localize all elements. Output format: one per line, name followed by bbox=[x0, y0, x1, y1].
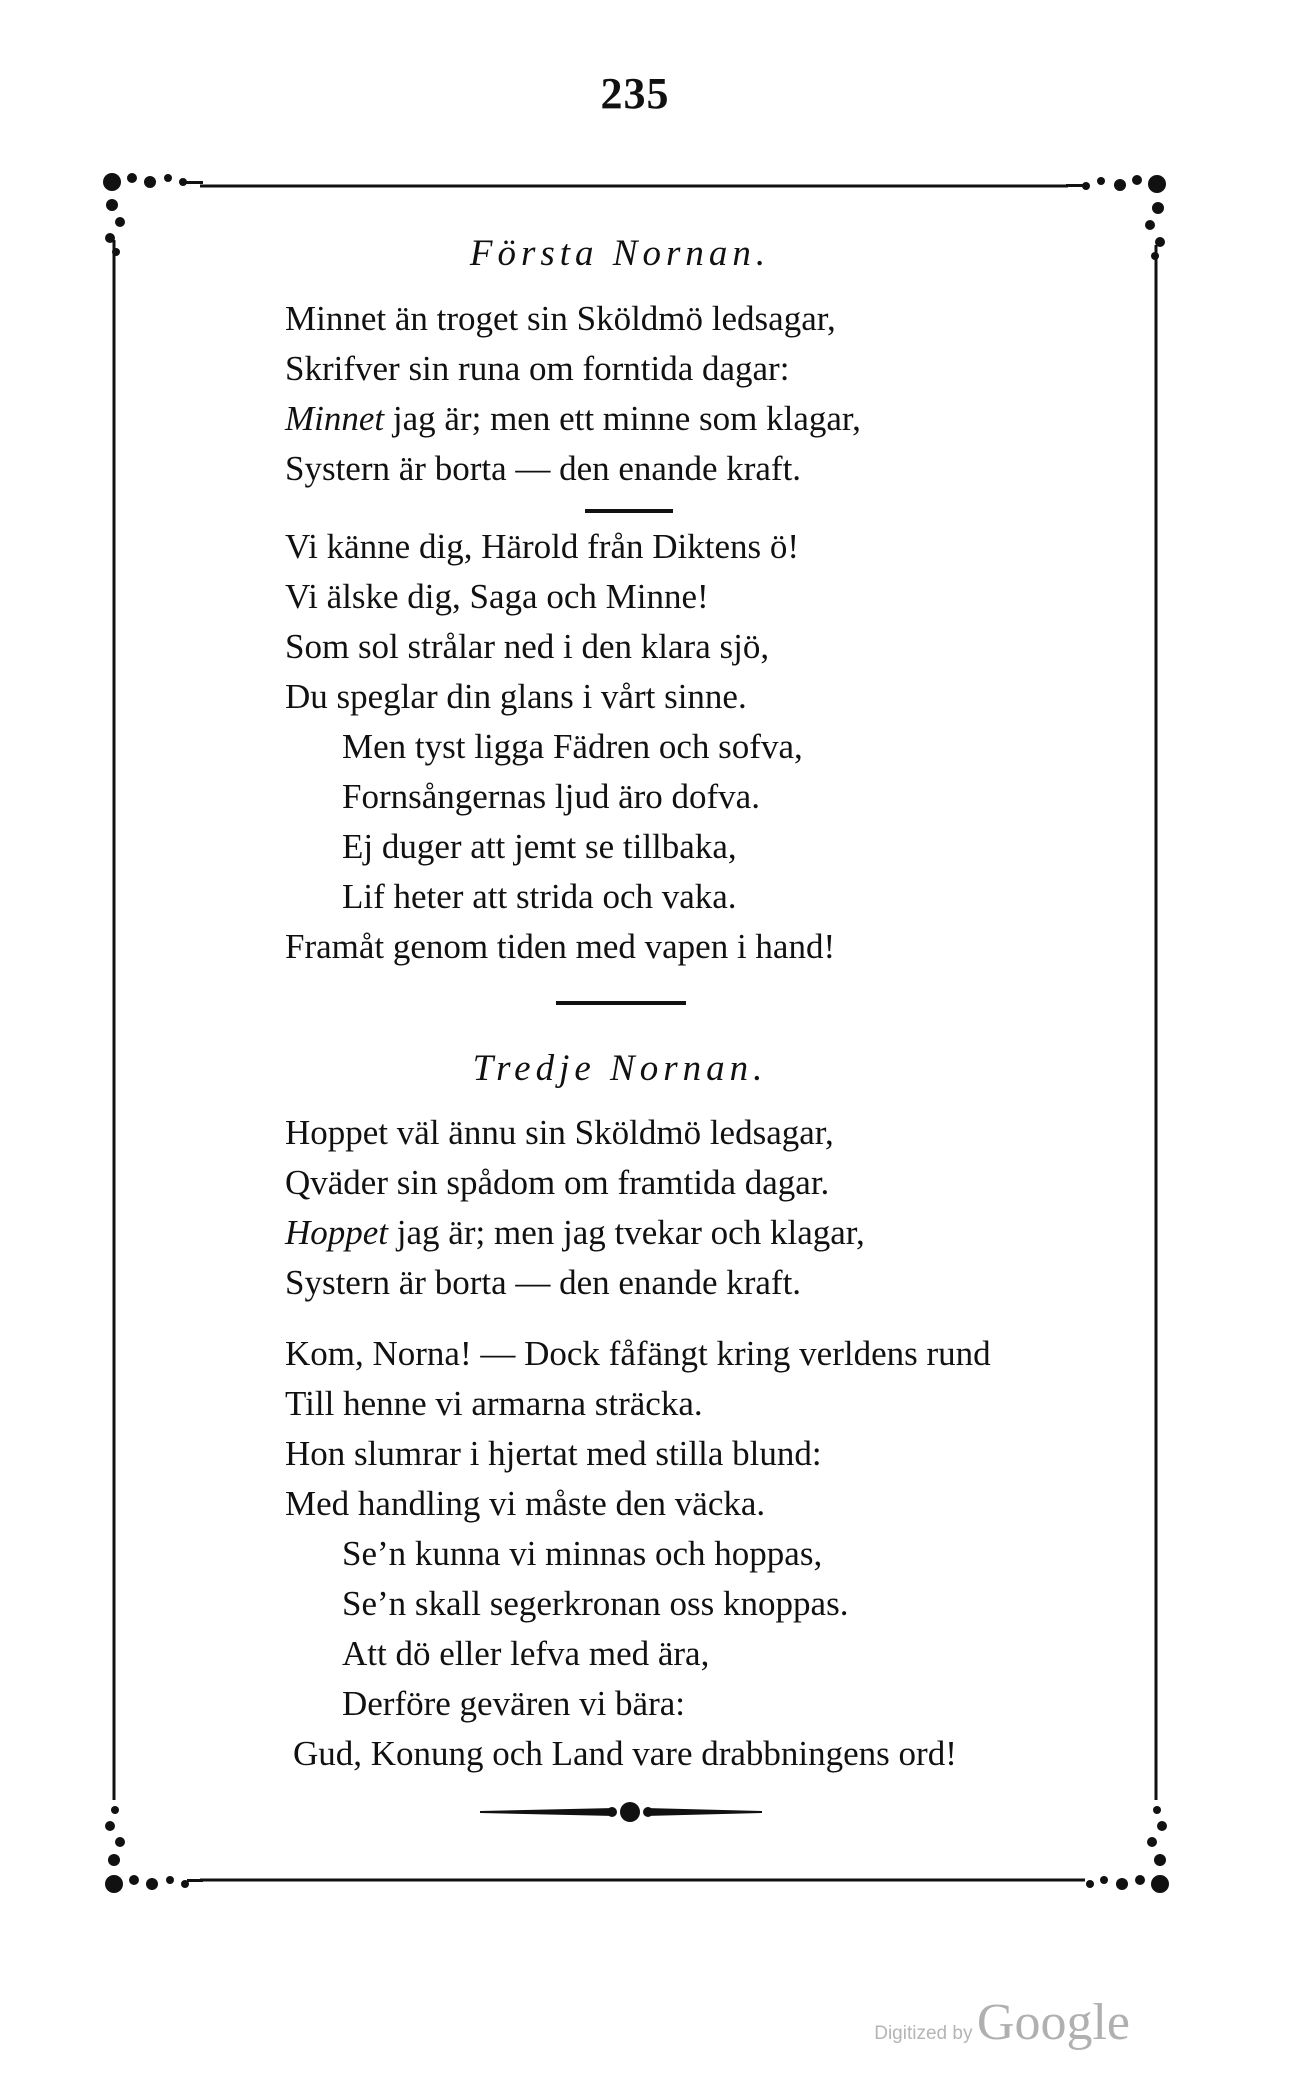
stanza bbox=[285, 294, 861, 494]
section-divider bbox=[556, 1001, 686, 1005]
verse-line: Se’n skall segerkronan oss knoppas. bbox=[342, 1584, 849, 1623]
verse-line: Systern är borta — den enande kraft. bbox=[285, 1263, 802, 1302]
verse-line: Minnet än troget sin Sköldmö ledsagar, bbox=[285, 299, 836, 338]
verse-line: Systern är borta — den enande kraft. bbox=[285, 449, 802, 488]
stanza-divider bbox=[585, 509, 673, 513]
section-heading: Första Nornan. bbox=[469, 233, 771, 274]
verse-line: Qväder sin spådom om framtida dagar. bbox=[285, 1163, 830, 1202]
verse-line: Att dö eller lefva med ära, bbox=[342, 1634, 710, 1673]
verse-line bbox=[285, 394, 861, 444]
verse-line: Du speglar din glans i vårt sinne. bbox=[285, 677, 747, 716]
digitization-watermark bbox=[874, 1993, 1130, 2052]
verse-line: Men tyst ligga Fädren och sofva, bbox=[342, 727, 803, 766]
verse-line: Vi känne dig, Härold från Diktens ö! bbox=[285, 527, 800, 566]
section-heading: Tredje Nornan. bbox=[472, 1048, 768, 1089]
stanza bbox=[285, 522, 835, 972]
verse-line: Derföre gevären vi bära: bbox=[342, 1684, 685, 1723]
verse-line: Ej duger att jemt se tillbaka, bbox=[342, 827, 737, 866]
verse-line: Lif heter att strida och vaka. bbox=[342, 877, 737, 916]
corner-ornament-bottom-left bbox=[105, 1806, 203, 1893]
verse-line-rest: jag är; men jag tvekar och klagar, bbox=[388, 1213, 865, 1252]
digitized-by-label: Digitized by bbox=[874, 2023, 973, 2044]
page-number: 235 bbox=[600, 69, 670, 118]
verse-line: Framåt genom tiden med vapen i hand! bbox=[285, 927, 836, 966]
verse-line-rest: jag är; men ett minne som klagar, bbox=[384, 399, 861, 438]
verse-line: Gud, Konung och Land vare drabbningens ord! bbox=[293, 1734, 957, 1773]
emphasized-word: Hoppet bbox=[285, 1213, 389, 1252]
verse-line: Som sol strålar ned i den klara sjö, bbox=[285, 627, 770, 666]
end-ornament bbox=[480, 1802, 762, 1822]
emphasized-word: Minnet bbox=[285, 399, 385, 438]
verse-line: Skrifver sin runa om forntida dagar: bbox=[285, 349, 790, 388]
stanza bbox=[285, 1329, 991, 1779]
corner-ornament-bottom-right bbox=[1086, 1806, 1169, 1893]
stanza bbox=[285, 1108, 865, 1308]
verse-line: Hoppet väl ännu sin Sköldmö ledsagar, bbox=[285, 1113, 834, 1152]
verse-line: Vi älske dig, Saga och Minne! bbox=[285, 577, 709, 616]
verse-line: Fornsångernas ljud äro dofva. bbox=[342, 777, 760, 816]
verse-line: Till henne vi armarna sträcka. bbox=[285, 1384, 703, 1423]
verse-line: Kom, Norna! — Dock fåfängt kring verldens rund bbox=[285, 1334, 991, 1373]
verse-line: Hon slumrar i hjertat med stilla blund: bbox=[285, 1434, 822, 1473]
verse-line: Med handling vi måste den väcka. bbox=[285, 1484, 766, 1523]
verse-line bbox=[285, 1208, 865, 1258]
verse-line: Se’n kunna vi minnas och hoppas, bbox=[342, 1534, 823, 1573]
google-logo: Google bbox=[976, 1994, 1130, 2051]
